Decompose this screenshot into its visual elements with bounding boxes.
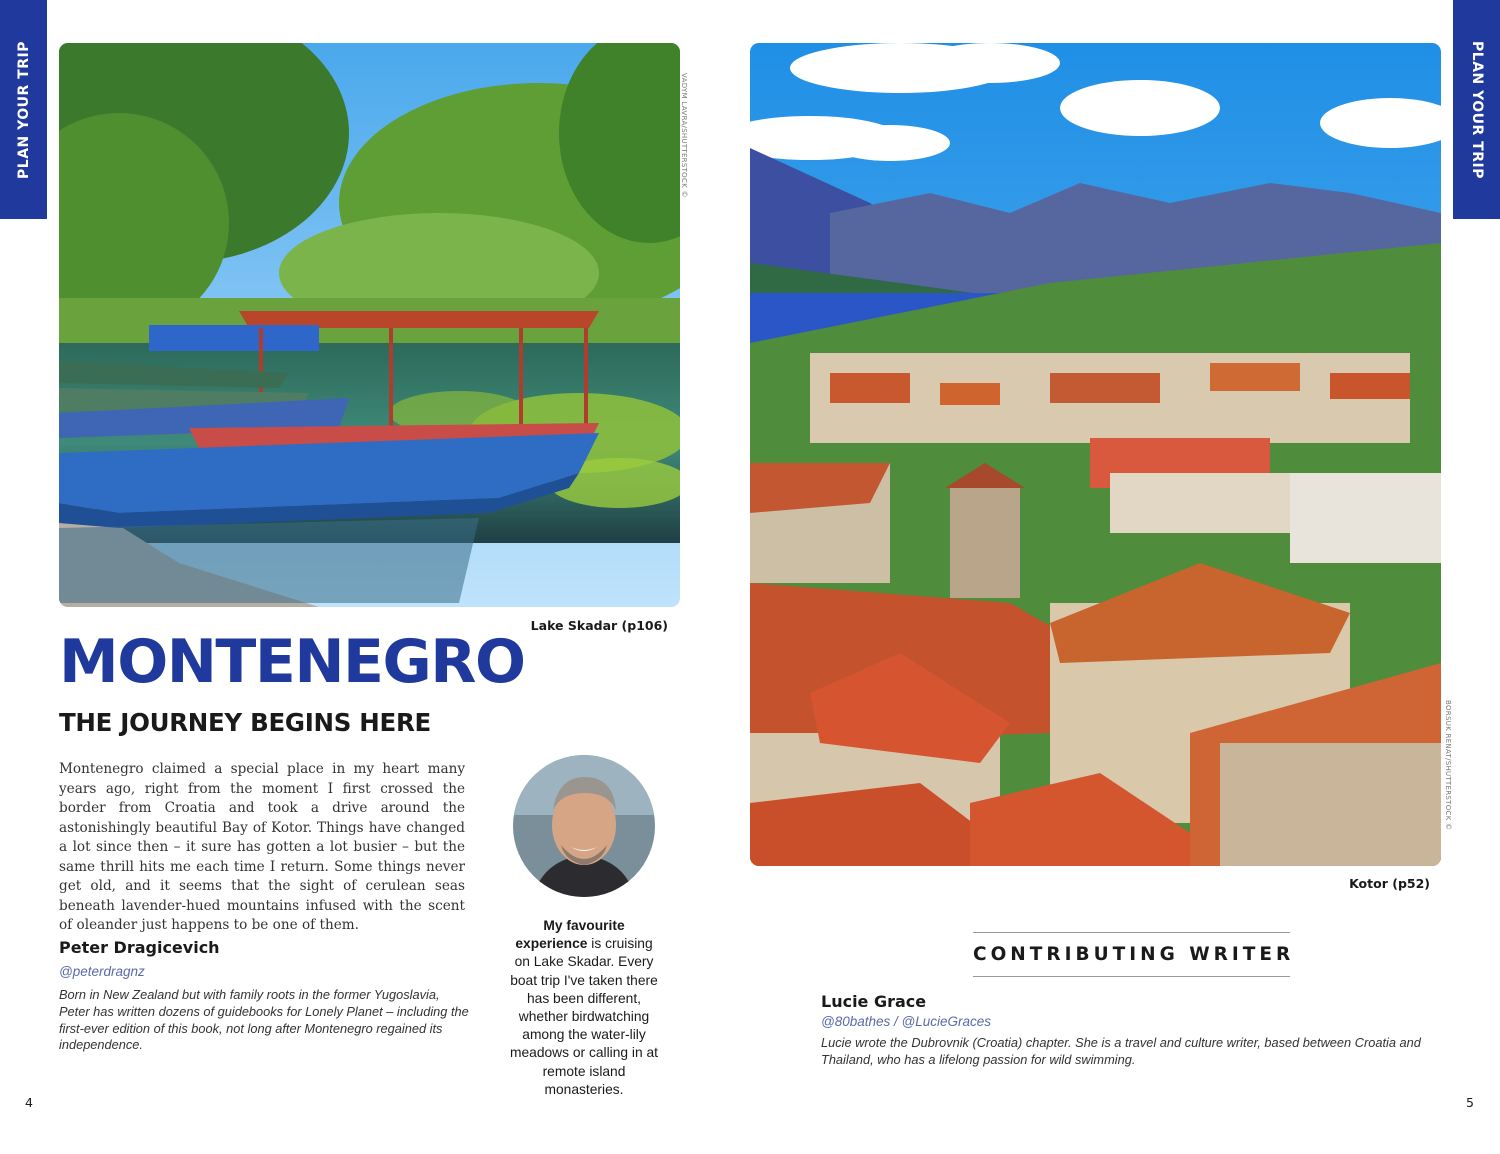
kotor-caption: Kotor (p52) — [1349, 876, 1430, 891]
page-title: MONTENEGRO — [59, 627, 525, 697]
lake-skadar-photo — [59, 43, 680, 607]
side-tab-left-label: PLAN YOUR TRIP — [15, 40, 32, 179]
page-number-left: 4 — [25, 1095, 33, 1110]
contributing-writer-heading: CONTRIBUTING WRITER — [973, 944, 1295, 965]
favourite-experience — [506, 917, 662, 1099]
side-tab-right — [1453, 0, 1500, 219]
contributor-bio: Lucie wrote the Dubrovnik (Croatia) chapter. She is a travel and culture writer, based between Croatia and Thailand, who has a lifelong passion for wild swimming. — [821, 1035, 1421, 1067]
author-avatar — [513, 755, 655, 897]
author-handle: @peterdragnz — [59, 964, 145, 979]
contributing-rule-top — [973, 932, 1290, 933]
intro-paragraph: Montenegro claimed a special place in my heart many years ago, right from the moment I first crossed the border from Croatia and took a drive around the astonishingly beautiful Bay of Kotor. Things have changed a lot since then – it sure has gotten a lot busier – but the same thrill hits me each time I return. Some things never get old, and it seems that the sight of cerulean seas beneath lavender-hued mountains infused with the scent of oleander just happens to be one of them. — [59, 761, 465, 933]
contributor-handle: @80bathes / @LucieGraces — [821, 1014, 991, 1029]
lake-skadar-photo-credit: VADYM LAVRA/SHUTTERSTOCK © — [680, 73, 688, 198]
contributing-rule-bottom — [973, 976, 1290, 977]
kotor-photo-credit: BORSUK RENAT/SHUTTERSTOCK © — [1444, 700, 1452, 831]
favourite-experience-lead: My favourite experience — [515, 918, 625, 952]
page-number-right: 5 — [1466, 1095, 1474, 1110]
lake-skadar-caption: Lake Skadar (p106) — [530, 618, 668, 633]
kotor-photo — [750, 43, 1441, 866]
side-tab-right-label: PLAN YOUR TRIP — [1468, 40, 1485, 179]
page-subtitle: THE JOURNEY BEGINS HERE — [59, 708, 431, 737]
author-bio: Born in New Zealand but with family roots in the former Yugoslavia, Peter has written dozens of guidebooks for Lonely Planet – including the first-ever edition of this book, not long after Montenegro regained its independence. — [59, 987, 469, 1053]
author-name: Peter Dragicevich — [59, 938, 220, 957]
side-tab-left — [0, 0, 47, 219]
favourite-experience-text: is cruising on Lake Skadar. Every boat trip I've taken there has been different, whether birdwatching among the water-lily meadows or calling in at remote island monasteries. — [509, 936, 658, 1097]
contributor-name: Lucie Grace — [821, 992, 927, 1011]
